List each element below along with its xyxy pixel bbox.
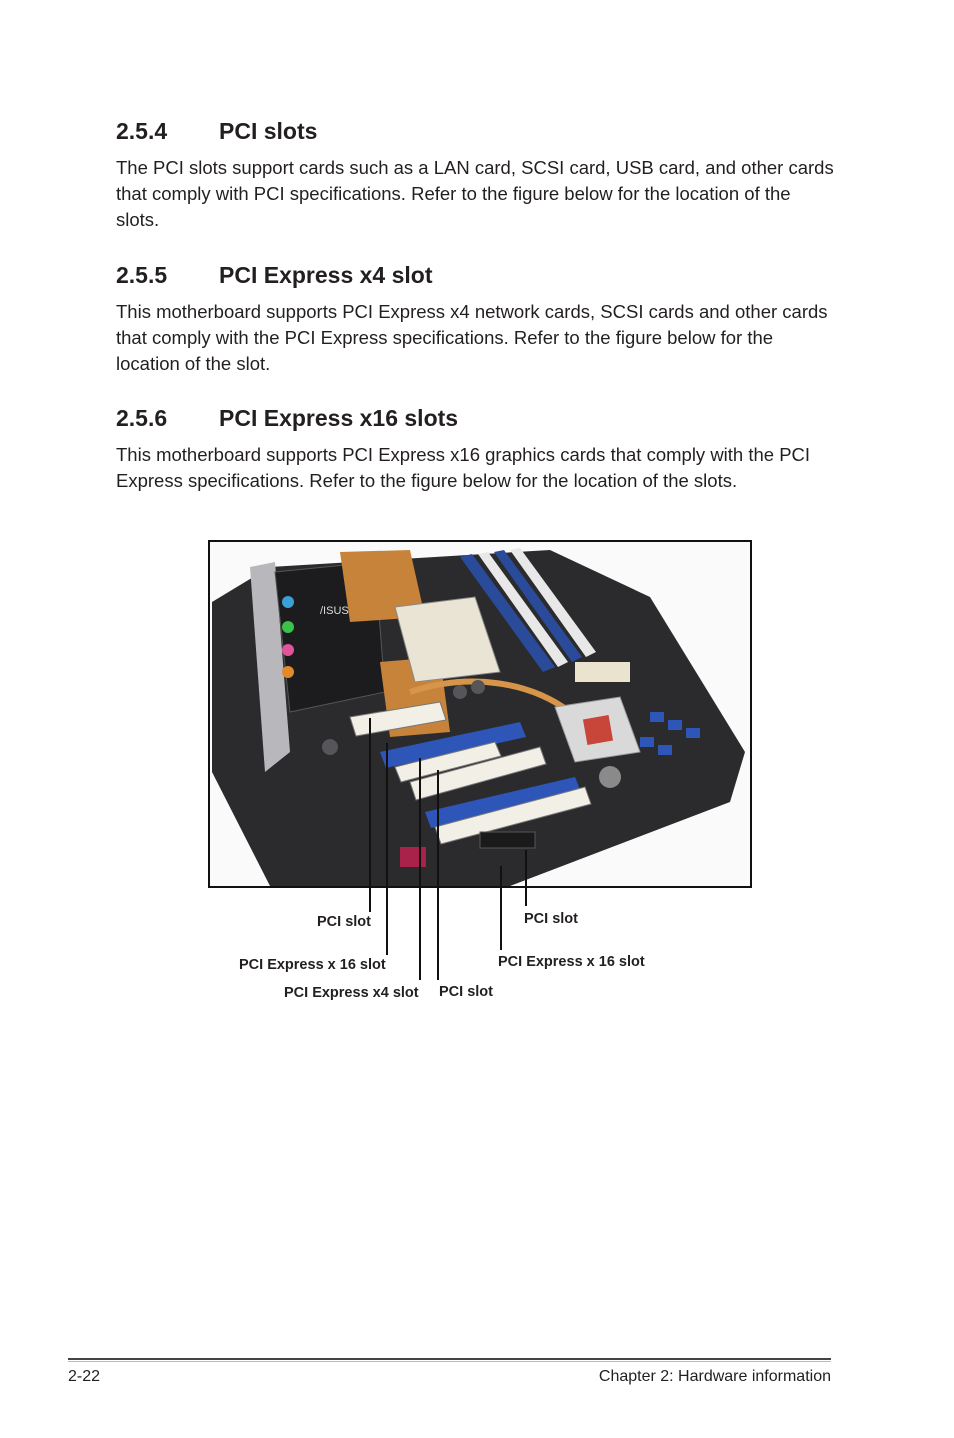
audio-jack-green — [282, 621, 294, 633]
leader-line — [386, 743, 388, 955]
section-title: PCI Express x16 slots — [219, 405, 459, 431]
section-heading — [116, 118, 836, 145]
section-body: The PCI slots support cards such as a LAN card, SCSI card, USB card, and other cards that comply with PCI specifications. Refer to the figure below for the location of the slots. — [116, 157, 834, 230]
callout-pcie-x16-slot-1: PCI Express x 16 slot — [239, 957, 386, 973]
section-number: 2.5.5 — [116, 262, 168, 288]
audio-jack-blue — [282, 596, 294, 608]
motherboard-illustration — [210, 542, 750, 886]
motherboard-photo — [208, 540, 752, 888]
section-heading — [116, 262, 836, 289]
leader-line — [419, 758, 421, 980]
sata-port — [668, 720, 682, 730]
section-title: PCI Express x4 slot — [219, 262, 433, 288]
capacitor — [322, 739, 338, 755]
leader-line — [525, 850, 527, 906]
header-connector — [400, 847, 426, 867]
footer-rule — [68, 1361, 831, 1362]
sata-port — [658, 745, 672, 755]
section-body: This motherboard supports PCI Express x4 network cards, SCSI cards and other cards that comply with the PCI Express specifications. Refer to the figure below for the location of the slot. — [116, 301, 828, 374]
callout-pci-slot-1: PCI slot — [317, 914, 371, 930]
leader-line — [500, 866, 502, 950]
board-logo: /ISUS — [320, 605, 349, 617]
leader-line — [369, 718, 371, 912]
sata-port — [640, 737, 654, 747]
cmos-battery — [599, 766, 621, 788]
callout-pci-slot-2: PCI slot — [439, 984, 493, 1000]
sata-port — [686, 728, 700, 738]
section-title: PCI slots — [219, 118, 318, 144]
sata-port — [650, 712, 664, 722]
footer-rule — [68, 1358, 831, 1360]
section-number: 2.5.6 — [116, 405, 168, 431]
section-pcie-x4-slot — [116, 262, 836, 377]
ide-connector — [480, 832, 535, 848]
chipset-logo — [583, 715, 613, 745]
page-number: 2-22 — [68, 1368, 101, 1385]
callout-pci-slot-3: PCI slot — [524, 911, 578, 927]
section-pci-slots — [116, 118, 836, 233]
callout-pcie-x16-slot-2: PCI Express x 16 slot — [498, 954, 645, 970]
audio-jack-orange — [282, 666, 294, 678]
capacitor — [471, 680, 485, 694]
chapter-title: Chapter 2: Hardware information — [598, 1368, 831, 1385]
leader-line — [437, 770, 439, 980]
capacitor — [453, 685, 467, 699]
atx-power-connector — [575, 662, 630, 682]
audio-jack-pink — [282, 644, 294, 656]
section-heading — [116, 405, 836, 432]
section-number: 2.5.4 — [116, 118, 168, 144]
section-body: This motherboard supports PCI Express x16 graphics cards that comply with the PCI Express specifications. Refer to the figure below for the location of the slots. — [116, 444, 811, 491]
callout-pcie-x4-slot: PCI Express x4 slot — [284, 985, 419, 1001]
section-pcie-x16-slots — [116, 405, 836, 494]
